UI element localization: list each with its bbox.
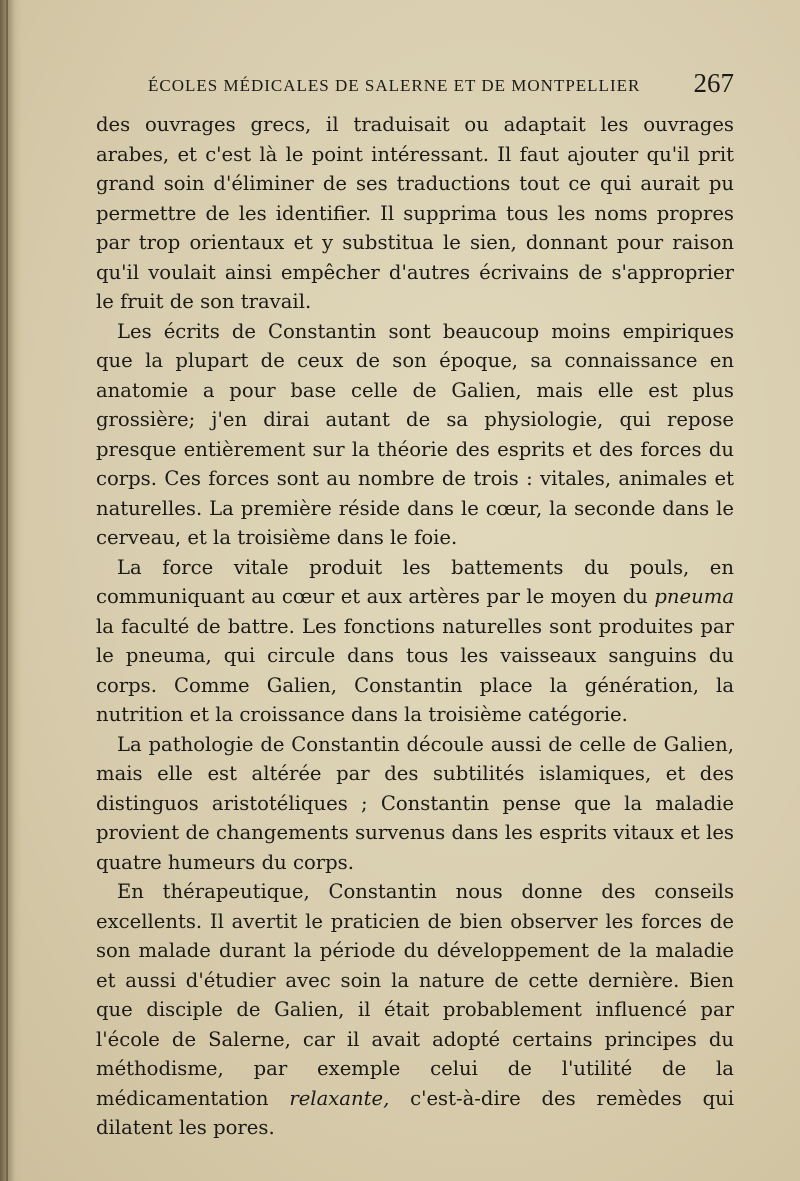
book-page bbox=[96, 66, 734, 1143]
paragraph: La pathologie de Constantin découle aussi de celle de Galien, mais elle est altérée par des subtilités islamiques, et des distinguos aristotéliques ; Constantin pense que la maladie provient de changements survenus dans les esprits vitaux et les quatre humeurs du corps. bbox=[96, 732, 734, 874]
paragraph-text: la faculté de battre. Les fonctions naturelles sont produites par le pneuma, qui circule dans tous les vaisseaux sanguins du corps. Comme Galien, Constantin place la génération, la nutrition et la croissance dans la troisième catégorie. bbox=[96, 614, 734, 726]
italic-term: relaxante, bbox=[289, 1086, 390, 1110]
paragraph bbox=[96, 553, 734, 730]
running-header bbox=[96, 66, 734, 106]
paragraph-text: c'est-à-dire des remèdes qui dilatent les pores. bbox=[96, 1086, 734, 1139]
book-binding-edge bbox=[0, 0, 22, 1181]
body-text bbox=[96, 110, 734, 1143]
italic-term: pneuma bbox=[654, 585, 734, 608]
paragraph: des ouvrages grecs, il traduisait ou adaptait les ouvrages arabes, et c'est là le point intéressant. Il faut ajouter qu'il prit grand soin d'éliminer de ses traductions tout ce qui aurait pu permettre de les identifier. Il supprima tous les noms propres par trop orientaux et y substitua le sien, donnant pour raison qu'il voulait ainsi empêcher d'autres écrivains de s'approprier le fruit de son travail. bbox=[96, 113, 734, 313]
page-number: 267 bbox=[693, 68, 734, 98]
paragraph-text: En thérapeutique, Constantin nous donne des conseils excellents. Il avertit le praticien de bien observer les forces de son malade durant la période du développement de la maladie et aussi d'étudier avec soin la nature de cette dernière. Bien que disciple de Galien, il était probablement influencé par l'école de Salerne, car il avait adopté certains principes du méthodisme, par exemple celui de l'utilité de la médicamentation bbox=[96, 880, 734, 1110]
paragraph-text: La force vitale produit les battements du pouls, en communiquant au cœur et aux artères par le moyen du bbox=[96, 555, 734, 608]
running-title: ÉCOLES MÉDICALES DE SALERNE ET DE MONTPELLIER bbox=[148, 76, 641, 95]
paragraph: Les écrits de Constantin sont beaucoup moins empiriques que la plupart de ceux de son époque, sa connaissance en anatomie a pour base celle de Galien, mais elle est plus grossière; j'en dirai autant de sa physiologie, qui repose presque entièrement sur la théorie des esprits et des forces du corps. Ces forces sont au nombre de trois : vitales, animales et naturelles. La première réside dans le cœur, la seconde dans le cerveau, et la troisième dans le foie. bbox=[96, 319, 734, 549]
paragraph bbox=[96, 877, 734, 1143]
